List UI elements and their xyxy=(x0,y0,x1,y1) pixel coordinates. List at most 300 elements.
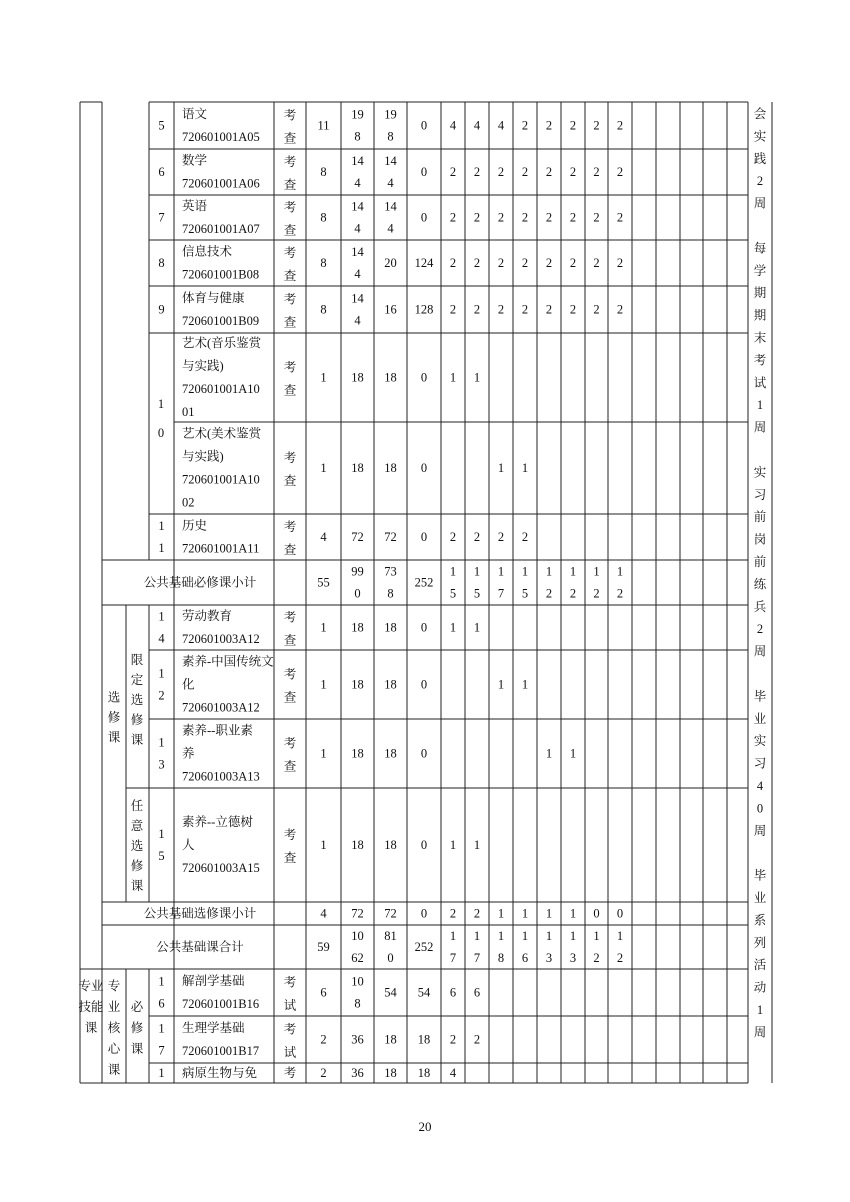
restricted-elective-label: 选 xyxy=(130,693,144,707)
theory-hours-value: 19 xyxy=(384,107,397,122)
remark-char: 实 xyxy=(753,129,767,144)
exam-type: 考 xyxy=(283,610,297,625)
semester-hours-value: 2 xyxy=(593,586,600,601)
practice-hours-value: 0 xyxy=(420,620,428,635)
course-name: 艺术(音乐鉴赏 xyxy=(182,336,262,350)
semester-hours-value: 2 xyxy=(569,165,577,179)
remark-char: 2 xyxy=(756,622,764,637)
exam-type: 查 xyxy=(283,131,297,146)
remark-char: 践 xyxy=(753,151,767,166)
course-name: 体育与健康 xyxy=(182,291,245,305)
semester-hours-value: 2 xyxy=(569,118,577,133)
theory-hours-value: 18 xyxy=(384,461,397,475)
theory-hours-value: 18 xyxy=(384,838,397,852)
elective-group-label: 课 xyxy=(107,730,121,745)
semester-hours-value: 2 xyxy=(616,586,624,601)
semester-hours-value: 2 xyxy=(473,210,481,225)
semester-hours-value: 2 xyxy=(521,256,529,270)
semester-hours-value: 2 xyxy=(473,530,481,544)
course-name: 720601001B16 xyxy=(182,997,260,1011)
semester-hours-value: 2 xyxy=(497,530,505,544)
total-hours-value: 62 xyxy=(351,951,364,965)
practice-hours-value: 0 xyxy=(420,677,428,692)
credit-value: 6 xyxy=(320,985,327,1000)
practice-hours-value: 0 xyxy=(420,746,428,761)
restricted-elective-label: 修 xyxy=(130,713,144,727)
exam-type: 考 xyxy=(283,108,297,123)
course-name: 720601001A07 xyxy=(182,222,260,236)
theory-hours-value: 73 xyxy=(384,564,397,579)
credit-value: 11 xyxy=(317,118,330,133)
credit-value: 1 xyxy=(320,746,327,761)
course-name: 720601001B08 xyxy=(182,267,260,282)
remark-char: 实 xyxy=(753,734,767,749)
row-number: 5 xyxy=(158,849,165,863)
semester-hours-value: 2 xyxy=(616,302,624,317)
semester-hours-value: 2 xyxy=(545,165,553,179)
semester-hours-value: 2 xyxy=(593,118,600,133)
exam-type: 考 xyxy=(283,520,297,534)
total-hours-value: 14 xyxy=(351,291,364,306)
semester-hours-value: 2 xyxy=(497,210,505,225)
remark-char: 学 xyxy=(753,263,767,278)
course-name: 养 xyxy=(182,746,195,761)
core-course-label: 专 xyxy=(107,979,121,993)
semester-hours-value: 3 xyxy=(545,951,553,965)
remark-char: 业 xyxy=(753,891,767,905)
row-number: 2 xyxy=(158,688,165,703)
row-number: 1 xyxy=(158,519,165,533)
semester-hours-value: 1 xyxy=(545,564,553,579)
theory-hours-value: 18 xyxy=(384,1066,397,1080)
theory-hours-value: 81 xyxy=(384,929,397,943)
theory-hours-value: 14 xyxy=(384,154,397,168)
semester-hours-value: 6 xyxy=(449,985,457,1000)
total-hours-value: 14 xyxy=(351,154,364,168)
semester-hours-value: 2 xyxy=(521,118,529,133)
remark-char: 期 xyxy=(753,286,767,301)
course-name: 劳动教育 xyxy=(182,609,233,623)
practice-hours-value: 0 xyxy=(420,165,428,179)
total-hours-value: 10 xyxy=(351,929,364,943)
semester-hours-value: 2 xyxy=(449,302,457,317)
row-number: 1 xyxy=(158,609,165,624)
remark-char: 实 xyxy=(753,465,767,480)
exam-type: 考 xyxy=(283,828,297,842)
remark-char: 周 xyxy=(753,644,767,659)
course-name: 数学 xyxy=(182,153,208,168)
semester-hours-value: 2 xyxy=(616,165,624,179)
semester-hours-value: 2 xyxy=(449,906,457,921)
semester-hours-value: 2 xyxy=(569,586,577,601)
row-number: 5 xyxy=(158,118,165,133)
course-name: 720601001A10 xyxy=(182,472,260,487)
semester-hours-value: 7 xyxy=(449,951,457,965)
total-hours-value: 19 xyxy=(351,107,364,122)
row-number: 9 xyxy=(158,302,165,317)
credit-value: 8 xyxy=(320,256,327,270)
exam-type: 考 xyxy=(283,360,297,375)
semester-hours-value: 1 xyxy=(449,370,457,385)
remark-char: 周 xyxy=(753,196,767,211)
semester-hours-value: 1 xyxy=(593,564,600,579)
semester-hours-value: 5 xyxy=(521,586,529,601)
credit-value: 4 xyxy=(320,530,327,544)
course-name: 英语 xyxy=(182,199,208,213)
total-hours-value: 18 xyxy=(351,677,364,692)
semester-hours-value: 1 xyxy=(545,906,553,921)
total-hours-value: 0 xyxy=(354,586,361,601)
course-name: 720601003A12 xyxy=(182,632,260,646)
semester-hours-value: 2 xyxy=(497,165,505,179)
practice-hours-value: 0 xyxy=(420,906,428,921)
semester-hours-value: 2 xyxy=(616,118,624,133)
restricted-elective-label: 定 xyxy=(130,673,144,687)
semester-hours-value: 0 xyxy=(593,906,600,921)
row-number: 1 xyxy=(158,735,165,750)
credit-value: 59 xyxy=(317,940,330,954)
theory-hours-value: 8 xyxy=(387,586,394,601)
course-name: 化 xyxy=(182,677,195,692)
exam-type: 查 xyxy=(283,474,297,488)
credit-value: 1 xyxy=(320,370,327,385)
exam-type: 考 xyxy=(283,155,297,169)
theory-hours-value: 14 xyxy=(384,199,397,214)
remark-char: 兵 xyxy=(753,599,767,614)
remark-char: 每 xyxy=(753,241,767,256)
semester-hours-value: 2 xyxy=(473,906,481,921)
semester-hours-value: 1 xyxy=(497,677,505,692)
practice-hours-value: 18 xyxy=(417,1032,431,1047)
exam-type: 查 xyxy=(283,851,297,865)
semester-hours-value: 4 xyxy=(473,118,481,133)
semester-hours-value: 1 xyxy=(521,906,529,921)
required-course-label: 必 xyxy=(130,1000,144,1014)
semester-hours-value: 0 xyxy=(616,906,624,921)
total-hours-value: 4 xyxy=(354,176,361,190)
remark-char: 0 xyxy=(756,801,764,816)
semester-hours-value: 1 xyxy=(473,838,481,852)
free-elective-label: 选 xyxy=(130,839,144,853)
exam-type: 考 xyxy=(283,975,297,990)
course-name: 720601001A05 xyxy=(182,130,260,144)
total-hours-value: 14 xyxy=(351,199,364,214)
credit-value: 1 xyxy=(320,838,327,852)
exam-type: 查 xyxy=(283,178,297,192)
total-hours-value: 4 xyxy=(354,267,361,281)
practice-hours-value: 0 xyxy=(420,838,428,852)
remark-char: 周 xyxy=(753,420,767,435)
semester-hours-value: 4 xyxy=(449,1066,457,1080)
semester-hours-value: 1 xyxy=(616,929,624,943)
subtotal-label: 公共基础选修课小计 xyxy=(143,906,257,921)
semester-hours-value: 2 xyxy=(545,256,553,270)
remark-char: 练 xyxy=(753,577,767,592)
semester-hours-value: 2 xyxy=(545,210,553,225)
semester-hours-value: 2 xyxy=(449,210,457,225)
remark-char: 毕 xyxy=(753,689,767,704)
professional-skill-label: 专业 xyxy=(78,979,104,993)
theory-hours-value: 72 xyxy=(384,530,397,544)
theory-hours-value: 0 xyxy=(387,951,394,965)
course-name: 人 xyxy=(182,838,195,852)
semester-hours-value: 1 xyxy=(473,564,481,579)
course-name: 720601001A06 xyxy=(182,176,260,191)
exam-type: 查 xyxy=(283,223,297,238)
exam-type: 查 xyxy=(283,690,297,705)
remark-char: 前 xyxy=(753,510,767,525)
semester-hours-value: 1 xyxy=(497,461,505,475)
semester-hours-value: 1 xyxy=(449,838,457,852)
restricted-elective-label: 课 xyxy=(130,733,144,747)
semester-hours-value: 2 xyxy=(569,302,577,317)
course-name: 与实践) xyxy=(182,359,224,373)
row-number: 3 xyxy=(158,757,165,772)
semester-hours-value: 5 xyxy=(449,586,457,601)
total-hours-value: 4 xyxy=(354,313,361,328)
row-number: 6 xyxy=(158,996,165,1011)
semester-hours-value: 2 xyxy=(521,302,529,317)
practice-hours-value: 0 xyxy=(420,118,428,133)
semester-hours-value: 2 xyxy=(569,256,577,270)
semester-hours-value: 2 xyxy=(593,256,600,270)
course-name: 病原生物与免 xyxy=(182,1066,258,1080)
credit-value: 8 xyxy=(320,165,327,179)
elective-group-label: 选 xyxy=(107,690,121,705)
semester-hours-value: 1 xyxy=(569,746,577,761)
semester-hours-value: 2 xyxy=(449,256,457,270)
total-hours-value: 18 xyxy=(351,461,364,475)
remark-char: 系 xyxy=(753,913,767,928)
course-name: 历史 xyxy=(182,518,208,533)
free-elective-label: 意 xyxy=(130,819,144,833)
theory-hours-value: 18 xyxy=(384,370,397,385)
exam-type: 考 xyxy=(283,292,297,307)
remark-char: 试 xyxy=(753,375,767,390)
total-hours-value: 18 xyxy=(351,838,364,852)
core-course-label: 核 xyxy=(107,1021,121,1035)
course-name: 解剖学基础 xyxy=(182,974,245,988)
exam-type: 考 xyxy=(283,736,297,751)
semester-hours-value: 1 xyxy=(497,929,505,943)
semester-hours-value: 1 xyxy=(449,564,457,579)
course-name: 01 xyxy=(182,405,195,419)
practice-hours-value: 0 xyxy=(420,530,428,544)
row-number: 1 xyxy=(158,541,165,555)
credit-value: 1 xyxy=(320,620,327,635)
required-course-label: 修 xyxy=(130,1021,144,1035)
total-hours-value: 8 xyxy=(354,996,361,1011)
course-name: 信息技术 xyxy=(182,244,233,259)
semester-hours-value: 1 xyxy=(521,461,529,475)
semester-hours-value: 1 xyxy=(545,929,553,943)
total-hours-value: 18 xyxy=(351,620,364,635)
semester-hours-value: 1 xyxy=(473,929,481,943)
course-name: 素养-中国传统文 xyxy=(182,654,274,669)
semester-hours-value: 2 xyxy=(473,256,481,270)
core-course-label: 业 xyxy=(107,1000,121,1014)
semester-hours-value: 2 xyxy=(521,165,529,179)
credit-value: 2 xyxy=(320,1032,327,1047)
semester-hours-value: 2 xyxy=(449,165,457,179)
course-name: 720601003A12 xyxy=(182,700,260,715)
subtotal-label: 公共基础课合计 xyxy=(156,940,244,954)
exam-type: 查 xyxy=(283,269,297,283)
semester-hours-value: 8 xyxy=(497,951,505,965)
remark-char: 前 xyxy=(753,555,767,569)
course-name: 与实践) xyxy=(182,449,224,464)
remark-char: 习 xyxy=(753,487,767,502)
semester-hours-value: 2 xyxy=(593,165,600,179)
professional-skill-label: 课 xyxy=(84,1021,98,1035)
total-hours-value: 18 xyxy=(351,746,364,761)
semester-hours-value: 2 xyxy=(593,210,600,225)
practice-hours-value: 54 xyxy=(417,985,431,1000)
semester-hours-value: 2 xyxy=(449,530,457,544)
semester-hours-value: 6 xyxy=(473,985,481,1000)
total-hours-value: 99 xyxy=(351,564,364,579)
course-name: 生理学基础 xyxy=(182,1021,245,1035)
total-hours-value: 10 xyxy=(351,974,364,989)
exam-type: 查 xyxy=(283,383,297,398)
exam-type: 试 xyxy=(283,1045,297,1060)
remark-char: 1 xyxy=(756,1003,764,1017)
row-number: 6 xyxy=(158,165,165,179)
credit-value: 8 xyxy=(320,210,327,225)
row-number: 0 xyxy=(157,426,165,440)
practice-hours-value: 0 xyxy=(420,210,428,225)
semester-hours-value: 2 xyxy=(616,951,624,965)
remark-char: 1 xyxy=(756,398,764,413)
credit-value: 55 xyxy=(317,575,330,590)
credit-value: 1 xyxy=(320,677,327,692)
semester-hours-value: 2 xyxy=(545,586,553,601)
total-hours-value: 72 xyxy=(351,906,364,921)
elective-group-label: 修 xyxy=(107,710,121,725)
course-name: 素养--职业素 xyxy=(182,723,253,738)
theory-hours-value: 16 xyxy=(384,302,397,317)
page-number: 20 xyxy=(418,1119,432,1134)
restricted-elective-label: 限 xyxy=(130,653,144,667)
remark-char: 周 xyxy=(753,1025,767,1040)
credit-value: 8 xyxy=(320,302,327,317)
remark-char: 列 xyxy=(753,935,767,950)
credit-value: 1 xyxy=(320,461,327,475)
semester-hours-value: 6 xyxy=(521,951,529,965)
semester-hours-value: 2 xyxy=(497,256,505,270)
exam-type: 查 xyxy=(283,633,297,648)
row-number: 1 xyxy=(158,1021,165,1036)
exam-type: 考 xyxy=(283,246,297,260)
course-name: 素养--立德树 xyxy=(182,815,253,829)
credit-value: 2 xyxy=(320,1066,327,1080)
row-number: 8 xyxy=(158,256,165,270)
exam-type: 考 xyxy=(283,1022,297,1037)
course-name: 02 xyxy=(182,495,195,510)
semester-hours-value: 1 xyxy=(521,929,529,943)
semester-hours-value: 1 xyxy=(473,370,481,385)
practice-hours-value: 128 xyxy=(414,302,434,317)
exam-type: 考 xyxy=(283,200,297,215)
semester-hours-value: 2 xyxy=(473,1032,481,1047)
practice-hours-value: 252 xyxy=(414,575,434,590)
free-elective-label: 任 xyxy=(130,799,144,813)
semester-hours-value: 1 xyxy=(569,906,577,921)
total-hours-value: 14 xyxy=(351,245,364,259)
semester-hours-value: 2 xyxy=(545,302,553,317)
semester-hours-value: 2 xyxy=(521,210,529,225)
exam-type: 查 xyxy=(283,315,297,330)
remark-char: 动 xyxy=(753,980,767,995)
exam-type: 考 xyxy=(283,667,297,682)
total-hours-value: 8 xyxy=(354,129,361,144)
practice-hours-value: 18 xyxy=(417,1066,431,1080)
semester-hours-value: 4 xyxy=(497,118,505,133)
theory-hours-value: 20 xyxy=(384,256,397,270)
semester-hours-value: 2 xyxy=(521,530,529,544)
theory-hours-value: 18 xyxy=(384,677,397,692)
semester-hours-value: 1 xyxy=(473,620,481,635)
theory-hours-value: 4 xyxy=(387,221,394,236)
semester-hours-value: 2 xyxy=(569,210,577,225)
semester-hours-value: 2 xyxy=(473,302,481,317)
credit-value: 4 xyxy=(320,906,327,921)
professional-skill-label: 技能 xyxy=(78,1000,104,1014)
remark-char: 2 xyxy=(756,174,764,189)
remark-char: 活 xyxy=(753,958,767,973)
semester-hours-value: 1 xyxy=(521,677,529,692)
course-name: 艺术(美术鉴赏 xyxy=(182,426,262,441)
remark-char: 末 xyxy=(753,331,767,345)
remark-char: 毕 xyxy=(753,868,767,883)
semester-hours-value: 2 xyxy=(593,302,600,317)
row-number: 7 xyxy=(158,210,165,225)
semester-hours-value: 1 xyxy=(497,564,505,579)
course-name: 720601001B09 xyxy=(182,314,260,328)
row-number: 1 xyxy=(158,827,165,841)
row-number: 1 xyxy=(157,397,165,411)
theory-hours-value: 4 xyxy=(387,176,394,190)
theory-hours-value: 54 xyxy=(384,985,397,1000)
remark-char: 4 xyxy=(756,779,764,793)
course-name: 720601001B17 xyxy=(182,1044,260,1058)
total-hours-value: 4 xyxy=(354,221,361,236)
course-name: 720601001A11 xyxy=(182,541,260,556)
semester-hours-value: 7 xyxy=(497,586,505,601)
free-elective-label: 修 xyxy=(130,859,144,873)
semester-hours-value: 2 xyxy=(593,951,600,965)
theory-hours-value: 18 xyxy=(384,1032,397,1047)
semester-hours-value: 1 xyxy=(616,564,624,579)
exam-type: 试 xyxy=(283,998,297,1013)
practice-hours-value: 252 xyxy=(414,940,434,954)
free-elective-label: 课 xyxy=(130,879,144,893)
semester-hours-value: 2 xyxy=(449,1032,457,1047)
total-hours-value: 36 xyxy=(351,1032,364,1047)
exam-type: 查 xyxy=(283,543,297,557)
practice-hours-value: 124 xyxy=(414,256,434,270)
total-hours-value: 18 xyxy=(351,370,364,385)
course-name: 720601003A13 xyxy=(182,769,260,784)
remark-char: 岗 xyxy=(753,532,767,547)
remark-char: 周 xyxy=(753,823,767,838)
required-course-label: 课 xyxy=(130,1042,144,1056)
course-name: 720601001A10 xyxy=(182,382,260,396)
core-course-label: 课 xyxy=(107,1063,121,1077)
row-number: 1 xyxy=(158,666,165,681)
semester-hours-value: 1 xyxy=(497,906,505,921)
semester-hours-value: 5 xyxy=(473,586,481,601)
